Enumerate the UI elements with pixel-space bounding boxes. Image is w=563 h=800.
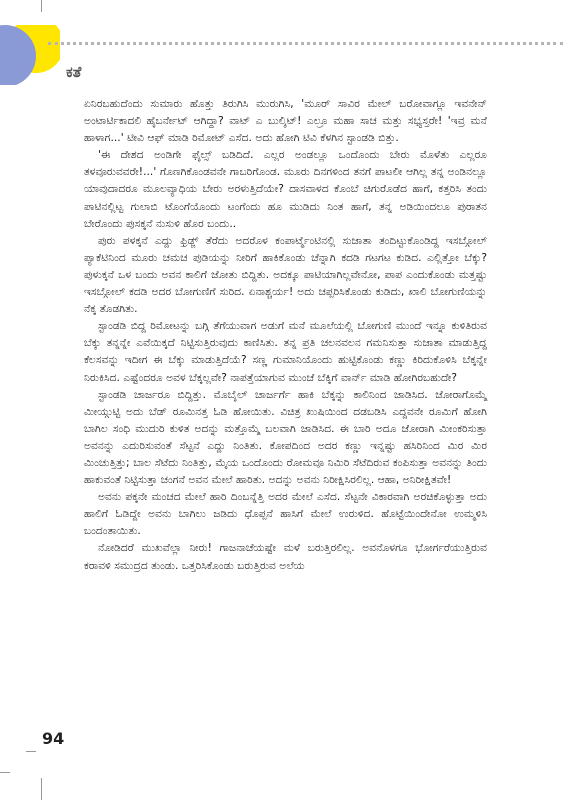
page-number: 94 xyxy=(42,729,65,748)
paragraph: ಪುರು ಪಳಕ್ಕನೆ ಎದ್ದು ಫ್ರಿಡ್ಜ್ ತೆರೆದು ಅದರೊಳ ಕಂಪಾರ್ಟ್ಮೆಂಟಿನಲ್ಲಿ ಸುಜಾತಾ ತಂದಿಟ್ಟುಕೊಂಡಿದ್ದ ಇಸಬ್ಗೋಲ್ ಪ್ಯಾಕೆಟಿನಿಂದ ಮೂರು ಚಮಚ ಪುಡಿಯನ್ನು ನೀರಿಗೆ ಹಾಕಿಕೊಂಡು ಚೆನ್ನಾಗಿ ಕದಡಿ ಗಟಗಟ ಕುಡಿದ. ಎಲ್ಲಿತ್ತೋ ಬೆಕ್ಕು? ಪುಳುಕ್ಕನೆ ಒಳ ಬಂದು ಅವನ ಕಾಲಿಗೆ ಜೋತು ಬಿದ್ದಿತು. ಅದಕ್ಕೂ ಪಾಟಿಯಾಗಿಲ್ಲವೇನೋ, ಪಾಪ ಎಂದುಕೊಂಡು ಮತ್ತಷ್ಟು ಇಸಬ್ಗೋಲ್ ಕದಡಿ ಅದರ ಬೋಗುಣಿಗೆ ಸುರಿದ. ಏನಾಶ್ಚರ್ಯ! ಅದು ಚಪ್ಪರಿಸಿಕೊಂಡು ಕುಡಿದು, ಖಾಲಿ ಬೋಗುಣಿಯನ್ನು ನೆಕ್ಕ ತೊಡಗಿತು. xyxy=(84,234,487,316)
crop-mark-top xyxy=(41,0,42,12)
corner-decoration xyxy=(0,25,60,85)
paragraph: ಏನಿರಬಹುದೆಂದು ಸುಮಾರು ಹೊತ್ತು ತಿರುಗಿಸಿ ಮುರುಗಿಸಿ, 'ಮೂರ್ ಸಾವಿರ ಮೇಲ್ ಬರೋವಾಗ್ಲೂ ಇವನೇನ್ ಅಂಟಾರ್ಟಿಕಾದಲಿ ಹೈಬರ್ನೇಟ್ ಆಗಿದ್ದಾ? ವಾಟ್ ಎ ಬುಲ್ಶಿಟ್! ಎಲ್ರೂ ಮಹಾ ಸಾಚ ಮತ್ತು ಸಭ್ಯಸ್ತರೇ! 'ಇವ್ರ ಮನೆ ಹಾಳಾಗ...' ಟೀವಿ ಆಫ್ ಮಾಡಿ ರಿಮೋಟ್ ಎಸೆದ. ಅದು ಹೋಗಿ ಟಿವಿ ಕೆಳಗಿನ ಸ್ಟಾಂಡಡಿ ಬಿತ್ತು. xyxy=(84,98,487,145)
page-number-rule xyxy=(26,751,36,752)
paragraph: ಸ್ಟಾಂಡಡಿ ಚಾರ್ಜರೂ ಬಿದ್ದಿತ್ತು. ಮೊಬೈಲ್ ಚಾರ್ಜರ್ಗೆ ಹಾಕಿ ಬೆಕ್ಕನ್ನು ಕಾಲಿನಿಂದ ಜಾಡಿಸಿದ. ಜೋರಾಗೊಮ್ಮೆ ಮೀಯ್ಗುಟ್ಟಿ ಅದು ಬೆಡ್ ರೂಮಿನತ್ತ ಓಡಿ ಹೋಯಿತು. ವಿಚಿತ್ರ ಖುಷಿಯಿಂದ ದಡಬಡಿಸಿ ಎದ್ದವನೇ ರೂಮಿಗೆ ಹೋಗಿ ಬಾಗಿಲ ಸಂಧಿ ಮುದುರಿ ಕುಳಿತ ಅದನ್ನು ಮತ್ತೊಮ್ಮೆ ಬಲವಾಗಿ ಜಾಡಿಸಿದ. ಈ ಬಾರಿ ಅದೂ ಜೋರಾಗಿ ಮೀಂಕರಿಸುತ್ತಾ ಅವನನ್ನು ಎದುರಿಸುವಂತೆ ಸೆಟ್ಟನೆ ಎದ್ದು ನಿಂತಿತು. ಕೋಪದಿಂದ ಅದರ ಕಣ್ಣು ಇನ್ನಷ್ಟು ಹಸಿರಿನಿಂದ ಮಿರ ಮಿರ ಮಿಂಚುತ್ತಿತ್ತು; ಬಾಲ ಸೆಟೆದು ನಿಂತಿತ್ತು, ಮೈಯ ಒಂದೊಂದು ರೋಮವೂ ನಿಮಿರಿ ಸೆಟೆದಿರುವ ಕಂಪಿಸುತ್ತಾ ಅವನನ್ನು ತಿಂದು ಹಾಕುವಂತೆ ನಿಟ್ಟಿಸುತ್ತಾ ಚಂಗನೆ ಅವನ ಮೇಲೆ ಹಾರಿತು. ಅದನ್ನು ಅವನು ನಿರೀಕ್ಷಿಸಿರಲಿಲ್ಲ. ಆಹಾ, ಅನಿರೀಕ್ಷಿತವೇ! xyxy=(84,388,487,487)
paragraph: ಅವನು ಪಕ್ಕನೇ ಮಂಚದ ಮೇಲೆ ಹಾರಿ ದಿಂಬನ್ನೆತ್ತಿ ಅದರ ಮೇಲೆ ಎಸೆದ. ಸೆಟ್ಟನೇ ವಿಕಾರವಾಗಿ ಅರಚಿಕೊಳ್ಳುತ್ತಾ ಅದು ಹಾಲಿಗೆ ಓಡಿದ್ದೇ ಅವನು ಬಾಗಿಲು ಜಡಿದು ಧೊಪ್ಪನೆ ಹಾಸಿಗೆ ಮೇಲೆ ಉರುಳಿದ. ಹೊಟ್ಟೆಯಿಂದೇನೋ ಉಮ್ಮಳಿಸಿ ಬಂದಂತಾಯಿತು. xyxy=(84,491,487,538)
crop-mark-bottom xyxy=(41,778,42,800)
paragraph: 'ಈ ದೇಶದ ಅಂಡಿಗೇ ಫೈಲ್ಸ್ ಬಡಿದಿದೆ. ಎಲ್ಲರ ಅಂಡಲ್ಲೂ ಒಂದೊಂದು ಬೇರು ಮೊಳೆತು ಎಲ್ಲರೂ ತಳವೂರುವವರೇ!...' ಗೊಣಗಿಕೊಂಡವನೇ ಗಾಬರಿಗೊಂಡ. ಮೂರು ದಿನಗಳಿಂದ ತನಗೆ ಪಾಟಲೀ ಆಗಿಲ್ಲ ತನ್ನ ಅಂಡಿನಲ್ಲೂ ಯಾವುದಾದರೂ ಮೂಲವ್ಯಾಧಿಯ ಬೇರು ಅರಳುತ್ತಿದೆಯೇ? ದಾಸವಾಳದ ಕೊಂಬೆ ಚಿಗುರೊಡೆದ ಹಾಗೆ, ಕತ್ತರಿಸಿ ತಂದು ಪಾಟಿನಲ್ಲಿಟ್ಟ ಗುಲಾಬಿ ಟೊಂಗೆಯೊಂದು ಟಂಗೆಂದು ಹೂ ಮುಡಿದು ನಿಂತ ಹಾಗೆ, ತನ್ನ ಅಡಿಯಿಂದಲೂ ಪುರಾತನ ಬೇರೊಂದು ಪುಸಕ್ಕನೆ ನುಸುಳಿ ಹೊರ ಬಂದು.. xyxy=(84,149,487,230)
crop-mark-bottom-left xyxy=(0,772,10,773)
paragraph: ಸ್ಟಾಂಡಡಿ ಬಿದ್ದ ರಿಮೋಟನ್ನು ಬಗ್ಗಿ ತೆಗೆಯುವಾಗ ಅಡುಗೆ ಮನೆ ಮೂಲೆಯಲ್ಲಿ ಬೋಗುಣಿ ಮುಂದೆ ಇನ್ನೂ ಕುಳಿತಿರುವ ಬೆಕ್ಕು ತನ್ನನ್ನೇ ಎವೆಯಿಕ್ಕದೆ ನಿಟ್ಟಿಸುತ್ತಿರುವುದು ಕಾಣಿಸಿತು. ತನ್ನ ಪ್ರತಿ ಚಲನವಲನ ಗಮನಿಸುತ್ತಾ ಸುಜಾತಾ ಮಾಡುತ್ತಿದ್ದ ಕೆಲಸವನ್ನು ಇದೀಗ ಈ ಬೆಕ್ಕು ಮಾಡುತ್ತಿದೆಯೆ? ಸಣ್ಣ ಗುಮಾನಿಯೊಂದು ಹುಟ್ಟಿಕೊಂಡು ಕಣ್ಣು ಕಿರಿದುಕೊಳಿಸಿ ಬೆಕ್ಕನ್ನೇ ನಿರುಕಿಸಿದ. ಎಷ್ಟೆಂದರೂ ಅವಳ ಬೆಕ್ಕಲ್ಲವೇ? ನಾಪತ್ತೆಯಾಗುವ ಮುಂಚೆ ಬೆಕ್ಕಿಗೆ ವಾರ್ನ್ ಮಾಡಿ ಹೋಗಿರಬಹುದೇ? xyxy=(84,320,487,384)
section-label: ಕತೆ xyxy=(66,63,82,81)
article-body xyxy=(84,96,487,575)
paragraph: ನೋಡಿದರೆ ಮುಖವೆಲ್ಲಾ ನೀರು! ಗಾಜನಾಚೆಯಷ್ಟೇ ಮಳೆ ಬರುತ್ತಿರಲಿಲ್ಲ. ಅವನೊಳಗೂ ಭೋರ್ಗರೆಯುತ್ತಿರುವ ಕರಾವಳಿ ಸಮುದ್ರದ ತುಂಡು. ಒತ್ತರಿಸಿಕೊಂಡು ಬರುತ್ತಿರುವ ಅಲೆಯ xyxy=(84,542,487,572)
dotted-header-rule xyxy=(48,42,563,45)
